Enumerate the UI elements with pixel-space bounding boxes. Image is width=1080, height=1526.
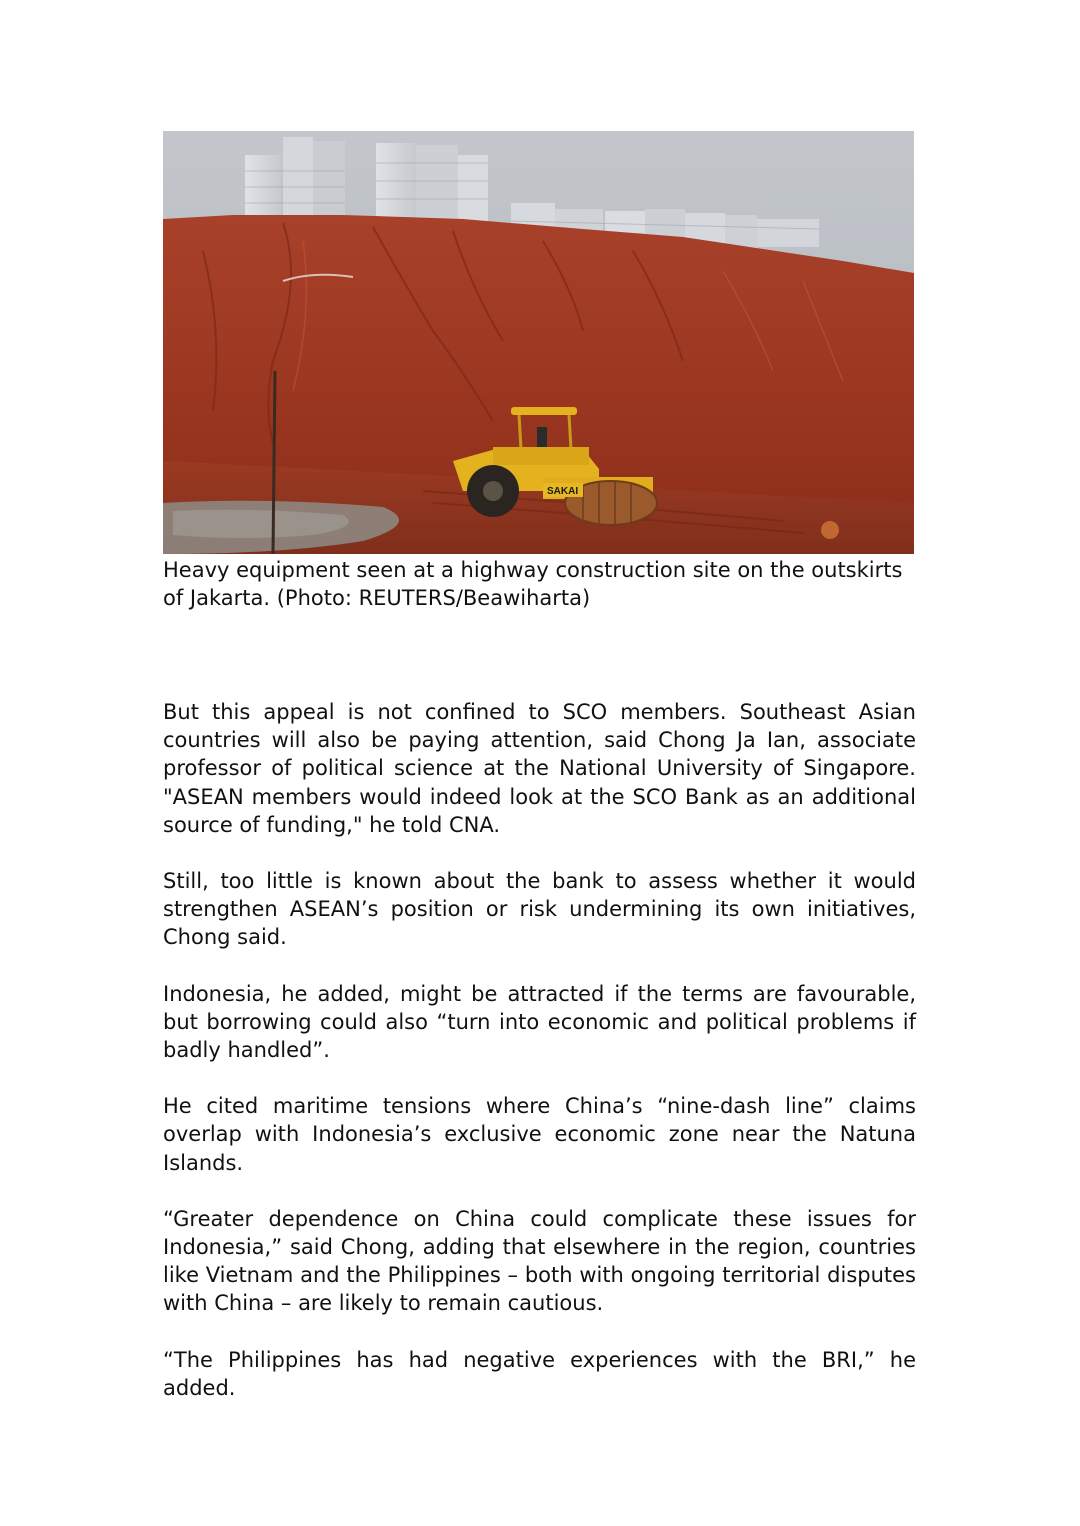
paragraph-5: “Greater dependence on China could complicate these issues for Indonesia,” said Chong, adding that elsewhere in the region, countries like Vietnam and the Philippines – both with ongoing territorial disputes with China – are likely to remain cautious.	[163, 1206, 916, 1316]
paragraph-6: “The Philippines has had negative experiences with the BRI,” he added.	[163, 1347, 916, 1400]
construction-site-photo	[163, 131, 914, 554]
watermark-logo	[821, 521, 839, 539]
paragraph-1: But this appeal is not confined to SCO members. Southeast Asian countries will also be paying attention, said Chong Ja Ian, associate professor of political science at the National University of Singapore. "ASEAN members would indeed look at the SCO Bank as an additional source of funding," he told CNA.	[163, 700, 916, 837]
pole	[273, 371, 275, 554]
document-page	[163, 131, 916, 1430]
paragraph-2: Still, too little is known about the bank to assess whether it would strengthen ASEAN’s position or risk undermining its own initiatives, Chong said.	[163, 869, 916, 950]
paragraph-3: Indonesia, he added, might be attracted if the terms are favourable, but borrowing could also “turn into economic and political problems if badly handled”.	[163, 981, 916, 1063]
roller-brand-label: SAKAI	[547, 486, 579, 497]
photo-figure	[163, 131, 916, 612]
paragraph-4: He cited maritime tensions where China’s “nine-dash line” claims overlap with Indonesia’s exclusive economic zone near the Natuna Islands.	[163, 1094, 916, 1175]
photo-illustration	[163, 131, 914, 554]
article-body	[163, 698, 916, 1402]
photo-caption: Heavy equipment seen at a highway construction site on the outskirts of Jakarta. (Photo: REUTERS/Beawiharta)	[163, 558, 903, 610]
